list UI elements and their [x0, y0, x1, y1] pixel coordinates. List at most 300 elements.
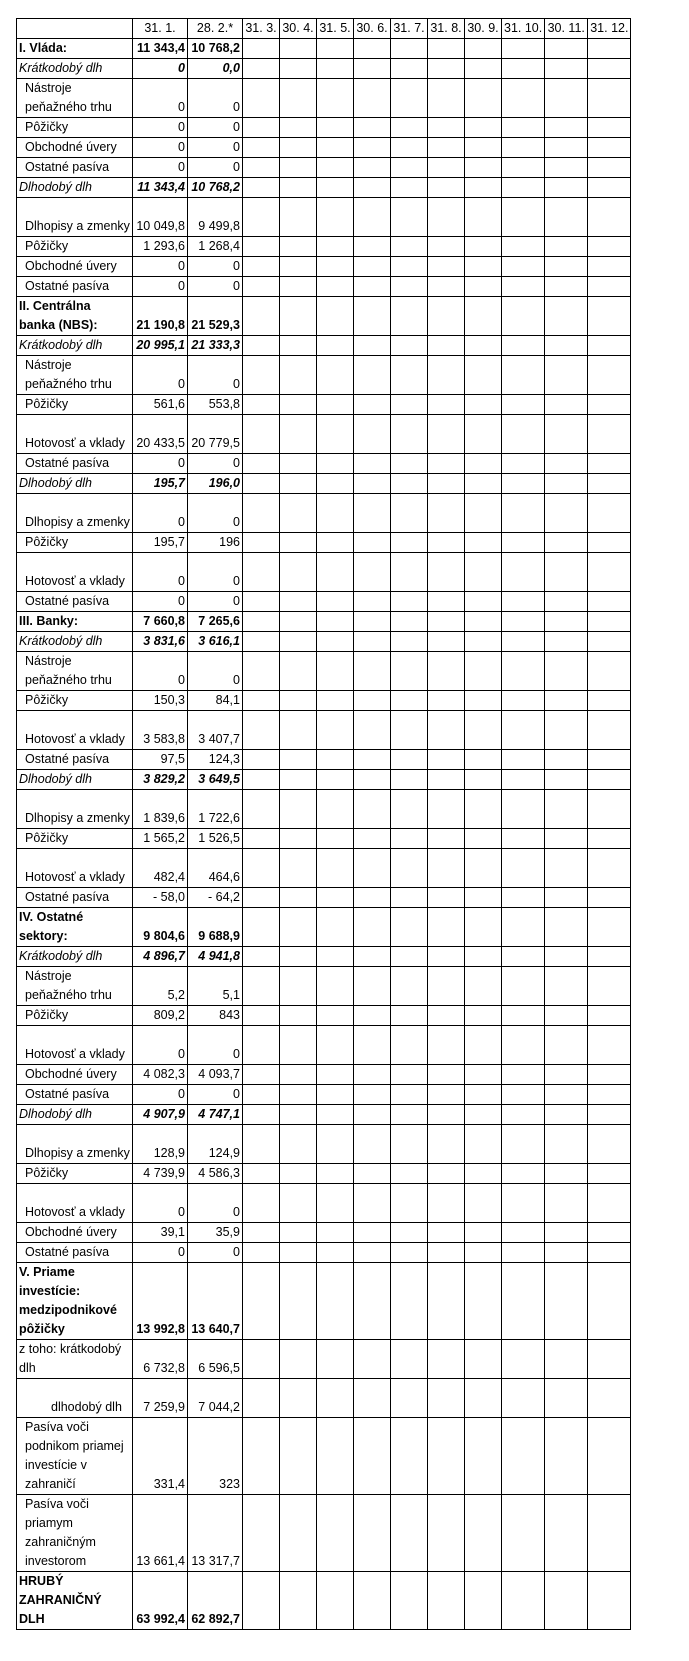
table-row [17, 711, 631, 750]
table-row [17, 750, 631, 770]
value-cell: 21 333,3 [188, 336, 243, 356]
value-cell: 5,2 [133, 967, 188, 1006]
empty-cell [280, 750, 317, 770]
empty-cell [317, 356, 354, 395]
empty-cell [354, 138, 391, 158]
value-cell: 1 268,4 [188, 237, 243, 257]
empty-cell [588, 494, 631, 533]
empty-cell [465, 1243, 502, 1263]
table-row [17, 297, 631, 336]
empty-cell [354, 474, 391, 494]
empty-cell [465, 888, 502, 908]
empty-cell [354, 790, 391, 829]
empty-cell [317, 237, 354, 257]
empty-cell [588, 849, 631, 888]
empty-cell [502, 592, 545, 612]
empty-cell [354, 1006, 391, 1026]
empty-cell [502, 691, 545, 711]
empty-cell [502, 277, 545, 297]
header-date: 31. 5. [317, 19, 354, 39]
empty-cell [243, 336, 280, 356]
empty-cell [317, 1026, 354, 1065]
empty-cell [280, 178, 317, 198]
value-cell: 0 [133, 1243, 188, 1263]
row-label: Pôžičky [17, 118, 133, 138]
empty-cell [465, 1085, 502, 1105]
value-cell: 0 [188, 592, 243, 612]
table-row [17, 237, 631, 257]
value-cell: 0 [188, 1243, 243, 1263]
empty-cell [243, 1243, 280, 1263]
empty-cell [317, 297, 354, 336]
empty-cell [243, 1085, 280, 1105]
empty-cell [588, 1340, 631, 1379]
empty-cell [545, 454, 588, 474]
table-row [17, 336, 631, 356]
empty-cell [465, 1340, 502, 1379]
empty-cell [465, 1125, 502, 1164]
empty-cell [502, 297, 545, 336]
value-cell: 97,5 [133, 750, 188, 770]
empty-cell [428, 494, 465, 533]
empty-cell [391, 178, 428, 198]
header-date: 31. 7. [391, 19, 428, 39]
empty-cell [391, 1495, 428, 1572]
empty-cell [588, 947, 631, 967]
empty-cell [428, 849, 465, 888]
empty-cell [391, 494, 428, 533]
empty-cell [465, 1065, 502, 1085]
row-label: Ostatné pasíva [17, 454, 133, 474]
value-cell: 150,3 [133, 691, 188, 711]
empty-cell [465, 1164, 502, 1184]
empty-cell [317, 1125, 354, 1164]
empty-cell [243, 178, 280, 198]
table-row [17, 257, 631, 277]
empty-cell [280, 454, 317, 474]
empty-cell [588, 1223, 631, 1243]
empty-cell [545, 494, 588, 533]
value-cell: 0 [133, 59, 188, 79]
table-row [17, 454, 631, 474]
empty-cell [465, 533, 502, 553]
empty-cell [317, 553, 354, 592]
table-row [17, 356, 631, 395]
empty-cell [428, 1125, 465, 1164]
empty-cell [465, 336, 502, 356]
value-cell: 5,1 [188, 967, 243, 1006]
empty-cell [391, 1223, 428, 1243]
table-row [17, 849, 631, 888]
empty-cell [465, 1006, 502, 1026]
empty-cell [588, 1105, 631, 1125]
empty-cell [588, 908, 631, 947]
empty-cell [502, 888, 545, 908]
empty-cell [502, 1223, 545, 1243]
empty-cell [243, 691, 280, 711]
empty-cell [354, 1223, 391, 1243]
empty-cell [545, 138, 588, 158]
empty-cell [465, 494, 502, 533]
empty-cell [280, 1340, 317, 1379]
row-label: z toho: krátkodobý dlh [17, 1340, 133, 1379]
empty-cell [465, 1379, 502, 1418]
empty-cell [280, 947, 317, 967]
empty-cell [502, 1184, 545, 1223]
row-label: Dlhopisy a zmenky [17, 790, 133, 829]
empty-cell [243, 1572, 280, 1630]
empty-cell [502, 1164, 545, 1184]
empty-cell [545, 1065, 588, 1085]
empty-cell [243, 277, 280, 297]
empty-cell [391, 118, 428, 138]
empty-cell [317, 652, 354, 691]
empty-cell [280, 967, 317, 1006]
empty-cell [354, 1243, 391, 1263]
empty-cell [354, 632, 391, 652]
empty-cell [545, 356, 588, 395]
empty-cell [354, 257, 391, 277]
empty-cell [545, 1340, 588, 1379]
empty-cell [502, 711, 545, 750]
value-cell: 0 [188, 494, 243, 533]
empty-cell [391, 1164, 428, 1184]
empty-cell [354, 829, 391, 849]
empty-cell [502, 474, 545, 494]
value-cell: 4 739,9 [133, 1164, 188, 1184]
empty-cell [588, 1065, 631, 1085]
empty-cell [545, 118, 588, 138]
empty-cell [502, 790, 545, 829]
empty-cell [465, 1026, 502, 1065]
value-cell: 10 768,2 [188, 39, 243, 59]
row-label: Dlhopisy a zmenky [17, 494, 133, 533]
empty-cell [465, 454, 502, 474]
empty-cell [465, 118, 502, 138]
empty-cell [428, 39, 465, 59]
empty-cell [317, 118, 354, 138]
empty-cell [502, 356, 545, 395]
empty-cell [545, 967, 588, 1006]
row-label: Ostatné pasíva [17, 1243, 133, 1263]
value-cell: 10 049,8 [133, 198, 188, 237]
empty-cell [391, 1125, 428, 1164]
empty-cell [354, 849, 391, 888]
row-label: Krátkodobý dlh [17, 947, 133, 967]
empty-cell [545, 1379, 588, 1418]
empty-cell [317, 138, 354, 158]
table-row [17, 1572, 631, 1630]
empty-cell [280, 198, 317, 237]
empty-cell [428, 138, 465, 158]
table-row [17, 178, 631, 198]
empty-cell [465, 553, 502, 592]
row-label: Dlhopisy a zmenky [17, 198, 133, 237]
empty-cell [280, 1418, 317, 1495]
row-label: Hotovosť a vklady [17, 415, 133, 454]
table-row [17, 1125, 631, 1164]
empty-cell [391, 1184, 428, 1223]
empty-cell [280, 711, 317, 750]
empty-cell [280, 277, 317, 297]
value-cell: 7 259,9 [133, 1379, 188, 1418]
empty-cell [354, 297, 391, 336]
empty-cell [243, 1184, 280, 1223]
empty-cell [588, 297, 631, 336]
value-cell: 1 565,2 [133, 829, 188, 849]
empty-cell [354, 118, 391, 138]
empty-cell [502, 1379, 545, 1418]
empty-cell [391, 691, 428, 711]
empty-cell [465, 691, 502, 711]
row-label: Nástroje peňažného trhu [17, 356, 133, 395]
table-row [17, 1223, 631, 1243]
empty-cell [243, 750, 280, 770]
empty-cell [465, 1105, 502, 1125]
empty-cell [391, 415, 428, 454]
empty-cell [391, 474, 428, 494]
value-cell: 3 829,2 [133, 770, 188, 790]
empty-cell [280, 849, 317, 888]
empty-cell [502, 947, 545, 967]
row-label: HRUBÝ ZAHRANIČNÝ DLH [17, 1572, 133, 1630]
empty-cell [280, 237, 317, 257]
table-row [17, 494, 631, 533]
empty-cell [391, 750, 428, 770]
empty-cell [280, 138, 317, 158]
empty-cell [428, 908, 465, 947]
header-date: 30. 9. [465, 19, 502, 39]
empty-cell [391, 1379, 428, 1418]
empty-cell [588, 474, 631, 494]
empty-cell [317, 1418, 354, 1495]
empty-cell [588, 967, 631, 1006]
empty-cell [588, 257, 631, 277]
value-cell: 7 265,6 [188, 612, 243, 632]
value-cell: 62 892,7 [188, 1572, 243, 1630]
empty-cell [465, 592, 502, 612]
table-row [17, 592, 631, 612]
row-label: Ostatné pasíva [17, 750, 133, 770]
empty-cell [243, 474, 280, 494]
empty-cell [280, 908, 317, 947]
empty-cell [588, 79, 631, 118]
empty-cell [502, 553, 545, 592]
value-cell: - 58,0 [133, 888, 188, 908]
value-cell: 20 779,5 [188, 415, 243, 454]
value-cell: 3 831,6 [133, 632, 188, 652]
value-cell: 84,1 [188, 691, 243, 711]
empty-cell [465, 297, 502, 336]
empty-cell [317, 1006, 354, 1026]
empty-cell [243, 1105, 280, 1125]
empty-cell [502, 632, 545, 652]
empty-cell [545, 336, 588, 356]
empty-cell [428, 454, 465, 474]
empty-cell [243, 908, 280, 947]
empty-cell [545, 415, 588, 454]
empty-cell [588, 39, 631, 59]
empty-cell [317, 1263, 354, 1340]
empty-cell [465, 138, 502, 158]
empty-cell [280, 59, 317, 79]
header-date: 31. 1. [133, 19, 188, 39]
empty-cell [502, 533, 545, 553]
empty-cell [280, 770, 317, 790]
table-row [17, 118, 631, 138]
value-cell: 6 596,5 [188, 1340, 243, 1379]
empty-cell [588, 1184, 631, 1223]
empty-cell [280, 790, 317, 829]
empty-cell [280, 533, 317, 553]
empty-cell [391, 652, 428, 691]
value-cell: 561,6 [133, 395, 188, 415]
empty-cell [588, 790, 631, 829]
empty-cell [280, 474, 317, 494]
empty-cell [317, 592, 354, 612]
value-cell: - 64,2 [188, 888, 243, 908]
empty-cell [317, 336, 354, 356]
empty-cell [465, 1572, 502, 1630]
row-label: Hotovosť a vklady [17, 553, 133, 592]
table-row [17, 1085, 631, 1105]
empty-cell [428, 770, 465, 790]
empty-cell [243, 553, 280, 592]
empty-cell [545, 908, 588, 947]
empty-cell [502, 79, 545, 118]
empty-cell [502, 1006, 545, 1026]
empty-cell [502, 1105, 545, 1125]
empty-cell [243, 967, 280, 1006]
row-label: Dlhopisy a zmenky [17, 1125, 133, 1164]
row-label: Pasíva voči podnikom priamej investície v zahraničí [17, 1418, 133, 1495]
value-cell: 13 992,8 [133, 1263, 188, 1340]
empty-cell [280, 1379, 317, 1418]
value-cell: 323 [188, 1418, 243, 1495]
empty-cell [243, 790, 280, 829]
value-cell: 0 [133, 1026, 188, 1065]
empty-cell [545, 277, 588, 297]
empty-cell [545, 1184, 588, 1223]
empty-cell [588, 138, 631, 158]
value-cell: 0 [133, 257, 188, 277]
table-row [17, 1263, 631, 1340]
empty-cell [354, 888, 391, 908]
value-cell: 7 044,2 [188, 1379, 243, 1418]
empty-cell [502, 1125, 545, 1164]
empty-cell [354, 1026, 391, 1065]
empty-cell [545, 158, 588, 178]
empty-cell [588, 1263, 631, 1340]
value-cell: 0 [133, 356, 188, 395]
table-row [17, 1495, 631, 1572]
empty-cell [428, 1164, 465, 1184]
row-label: Hotovosť a vklady [17, 849, 133, 888]
value-cell: 10 768,2 [188, 178, 243, 198]
empty-cell [243, 415, 280, 454]
table-row [17, 395, 631, 415]
value-cell: 63 992,4 [133, 1572, 188, 1630]
value-cell: 0,0 [188, 59, 243, 79]
empty-cell [354, 1418, 391, 1495]
value-cell: 196,0 [188, 474, 243, 494]
empty-cell [502, 415, 545, 454]
empty-cell [280, 118, 317, 138]
empty-cell [428, 336, 465, 356]
empty-cell [391, 947, 428, 967]
value-cell: 0 [133, 494, 188, 533]
table-row [17, 474, 631, 494]
row-label: Dlhodobý dlh [17, 178, 133, 198]
empty-cell [391, 59, 428, 79]
empty-cell [354, 652, 391, 691]
empty-cell [354, 356, 391, 395]
empty-cell [391, 277, 428, 297]
row-label: Pôžičky [17, 1164, 133, 1184]
value-cell: 9 499,8 [188, 198, 243, 237]
row-label: Ostatné pasíva [17, 1085, 133, 1105]
empty-cell [317, 277, 354, 297]
empty-cell [317, 1164, 354, 1184]
empty-cell [354, 79, 391, 118]
empty-cell [545, 1085, 588, 1105]
empty-cell [280, 494, 317, 533]
empty-cell [588, 711, 631, 750]
empty-cell [280, 1263, 317, 1340]
empty-cell [428, 356, 465, 395]
empty-cell [502, 158, 545, 178]
empty-cell [502, 1495, 545, 1572]
empty-cell [354, 592, 391, 612]
value-cell: 0 [133, 118, 188, 138]
empty-cell [465, 967, 502, 1006]
empty-cell [280, 829, 317, 849]
empty-cell [428, 632, 465, 652]
empty-cell [243, 39, 280, 59]
row-label: Hotovosť a vklady [17, 1026, 133, 1065]
value-cell: 464,6 [188, 849, 243, 888]
value-cell: 3 616,1 [188, 632, 243, 652]
table-row [17, 198, 631, 237]
row-label: Ostatné pasíva [17, 158, 133, 178]
empty-cell [465, 79, 502, 118]
empty-cell [588, 59, 631, 79]
empty-cell [502, 1085, 545, 1105]
external-debt-table [16, 18, 631, 1630]
empty-cell [502, 770, 545, 790]
empty-cell [545, 1105, 588, 1125]
empty-cell [317, 1340, 354, 1379]
row-label: Obchodné úvery [17, 257, 133, 277]
empty-cell [588, 395, 631, 415]
empty-cell [243, 118, 280, 138]
empty-cell [465, 612, 502, 632]
value-cell: 11 343,4 [133, 178, 188, 198]
value-cell: 0 [188, 118, 243, 138]
header-date: 31. 12. [588, 19, 631, 39]
value-cell: 843 [188, 1006, 243, 1026]
table-row [17, 632, 631, 652]
empty-cell [280, 1026, 317, 1065]
header-date: 28. 2.* [188, 19, 243, 39]
row-label: Pôžičky [17, 395, 133, 415]
value-cell: 0 [188, 158, 243, 178]
empty-cell [391, 770, 428, 790]
empty-cell [354, 947, 391, 967]
empty-cell [545, 533, 588, 553]
header-date: 31. 3. [243, 19, 280, 39]
empty-cell [588, 1379, 631, 1418]
